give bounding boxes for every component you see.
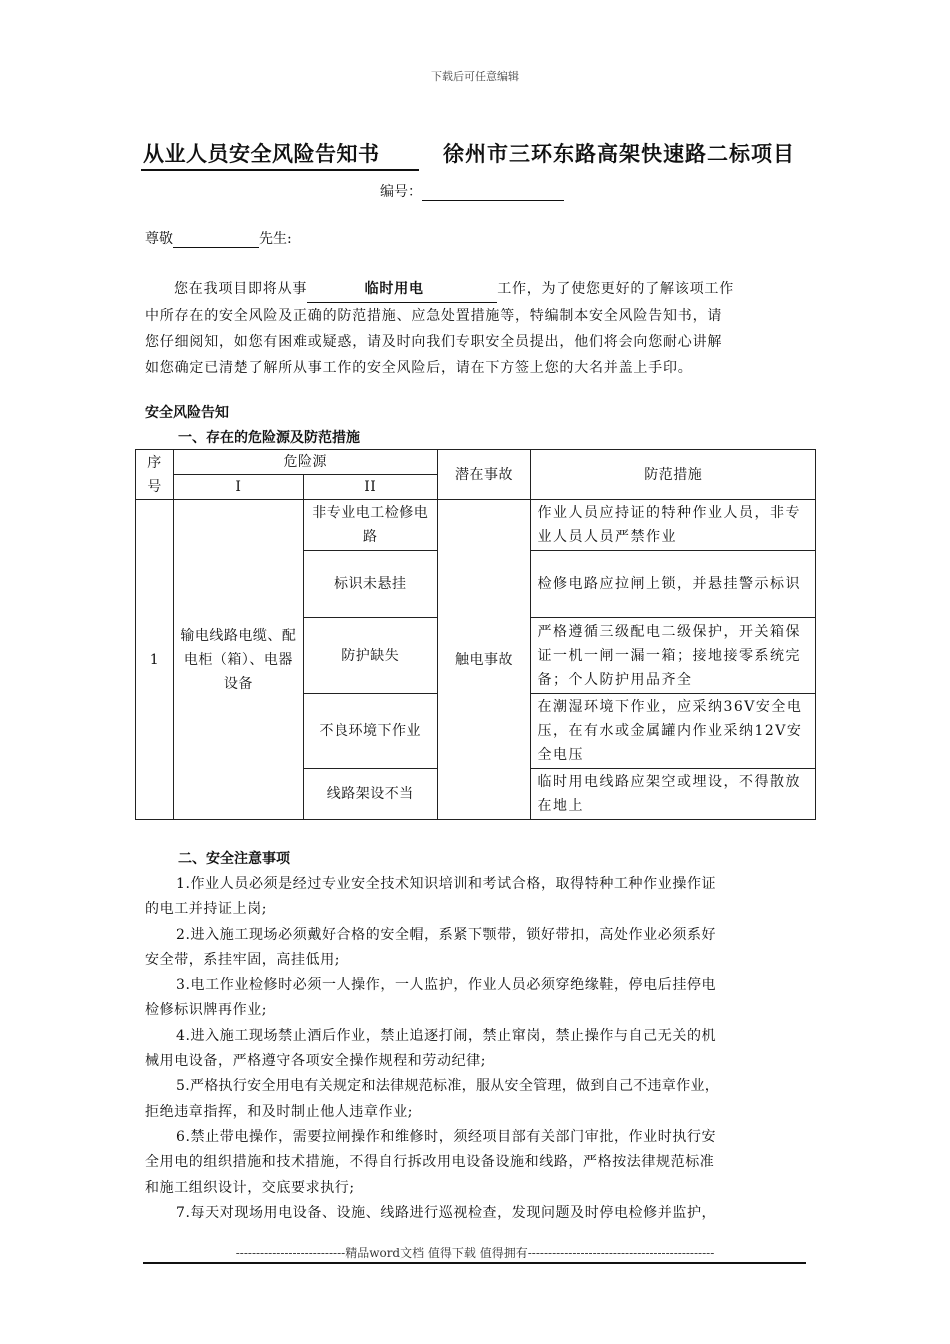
note-line: 5.严格执行安全用电有关规定和法律规范标准，服从安全管理，做到自己不违章作业，	[176, 1078, 720, 1095]
table-header-row	[136, 450, 816, 475]
table-row	[136, 500, 816, 551]
note-line: 2.进入施工现场必须戴好合格的安全帽，系紧下颚带，锁好带扣，高处作业必须系好	[176, 926, 717, 943]
prevention-measure: 作业人员应持证的特种作业人员，非专业人员人员严禁作业	[531, 500, 816, 551]
title-underline	[141, 169, 419, 171]
number-label: 编号：	[380, 184, 422, 200]
hazard-level2: 防护缺失	[303, 618, 437, 694]
work-type: 临时用电	[364, 281, 424, 297]
note-line: 4.进入施工现场禁止酒后作业，禁止追逐打闹，禁止窜岗，禁止操作与自己无关的机	[176, 1027, 717, 1044]
prevention-measure: 在潮湿环境下作业，应采纳36V安全电压，在有水或金属罐内作业采纳12V安全电压	[531, 694, 816, 769]
section1-title: 一、存在的危险源及防范措施	[178, 430, 360, 446]
risk-table	[135, 449, 816, 820]
header-level2: II	[303, 475, 437, 500]
header-accident: 潜在事故	[437, 450, 531, 500]
intro-line: 您在我项目即将从事 临时用电 工作，为了使您更好的了解该项工作	[145, 276, 810, 303]
note-line: 械用电设备，严格遵守各项安全操作规程和劳动纪律;	[145, 1053, 487, 1070]
footer-text: ---------------------------精品word文档 值得下载 值得拥有----------------------------------------------	[235, 1246, 715, 1260]
document-number	[380, 181, 564, 201]
safety-notes	[145, 872, 813, 1226]
note-line: 7.每天对现场用电设备、设施、线路进行巡视检查，发现问题及时停电检修并监护，	[176, 1204, 717, 1221]
note-line: 安全带，系挂牢固，高挂低用;	[145, 951, 341, 968]
note-line: 6.禁止带电操作，需要拉闸操作和维修时，须经项目部有关部门审批，作业时执行安	[176, 1128, 717, 1145]
intro-line: 如您确定已清楚了解所从事工作的安全风险后，请在下方签上您的大名并盖上手印。	[145, 360, 693, 376]
note-line: 1.作业人员必须是经过专业安全技术知识培训和考试合格，取得特种工种作业操作证	[176, 876, 717, 892]
intro-paragraph	[145, 276, 810, 381]
hazard-level2: 线路架设不当	[303, 769, 437, 820]
hazard-level2: 非专业电工检修电路	[303, 500, 437, 551]
note-line: 和施工组织设计，交底要求执行;	[145, 1179, 355, 1196]
salutation-prefix: 尊敬	[145, 231, 173, 247]
hazard-level2: 不良环境下作业	[303, 694, 437, 769]
project-name: 徐州市三环东路高架快速路二标项目	[443, 141, 795, 166]
note-line: 全用电的组织措施和技术措施，不得自行拆改用电设备设施和线路，严格按法律规范标准	[145, 1154, 715, 1171]
work-type-field	[307, 276, 497, 303]
header-note: 下载后可任意编辑	[431, 70, 519, 83]
prevention-measure: 临时用电线路应架空或埋设，不得散放在地上	[531, 769, 816, 820]
header-measures: 防范措施	[531, 450, 816, 500]
prevention-measure: 检修电路应拉闸上锁，并悬挂警示标识	[531, 551, 816, 618]
row-number: 1	[136, 500, 174, 820]
header-level1: I	[173, 475, 303, 500]
note-line: 3.电工作业检修时必须一人操作，一人监护，作业人员必须穿绝缘鞋，停电后挂停电	[176, 977, 717, 994]
intro-line: 您仔细阅知，如您有困难或疑惑，请及时向我们专职安全员提出，他们将会向您耐心讲解	[145, 334, 723, 350]
name-blank	[173, 235, 259, 248]
hazard-level2: 标识未悬挂	[303, 551, 437, 618]
footer-rule	[143, 1262, 806, 1264]
header-no: 序号	[136, 450, 174, 500]
salutation-suffix: 先生:	[259, 231, 292, 247]
section2-title: 二、安全注意事项	[178, 851, 290, 867]
number-blank	[422, 188, 564, 201]
potential-accident: 触电事故	[437, 500, 531, 820]
section-title: 安全风险告知	[145, 405, 229, 421]
hazard-level1: 输电线路电缆、配电柜（箱）、电器设备	[173, 500, 303, 820]
salutation	[145, 228, 292, 248]
prevention-measure: 严格遵循三级配电二级保护，开关箱保证一机一闸一漏一箱；接地接零系统完备；个人防护用品齐全	[531, 618, 816, 694]
note-line: 的电工并持证上岗;	[145, 901, 268, 918]
document-title: 从业人员安全风险告知书	[143, 141, 380, 166]
note-line: 检修标识牌再作业;	[145, 1002, 268, 1019]
intro-line: 中所存在的安全风险及正确的防范措施、应急处置措施等，特编制本安全风险告知书，请	[145, 308, 723, 324]
header-hazard: 危险源	[173, 450, 437, 475]
note-line: 拒绝违章指挥，和及时制止他人违章作业;	[145, 1103, 414, 1120]
